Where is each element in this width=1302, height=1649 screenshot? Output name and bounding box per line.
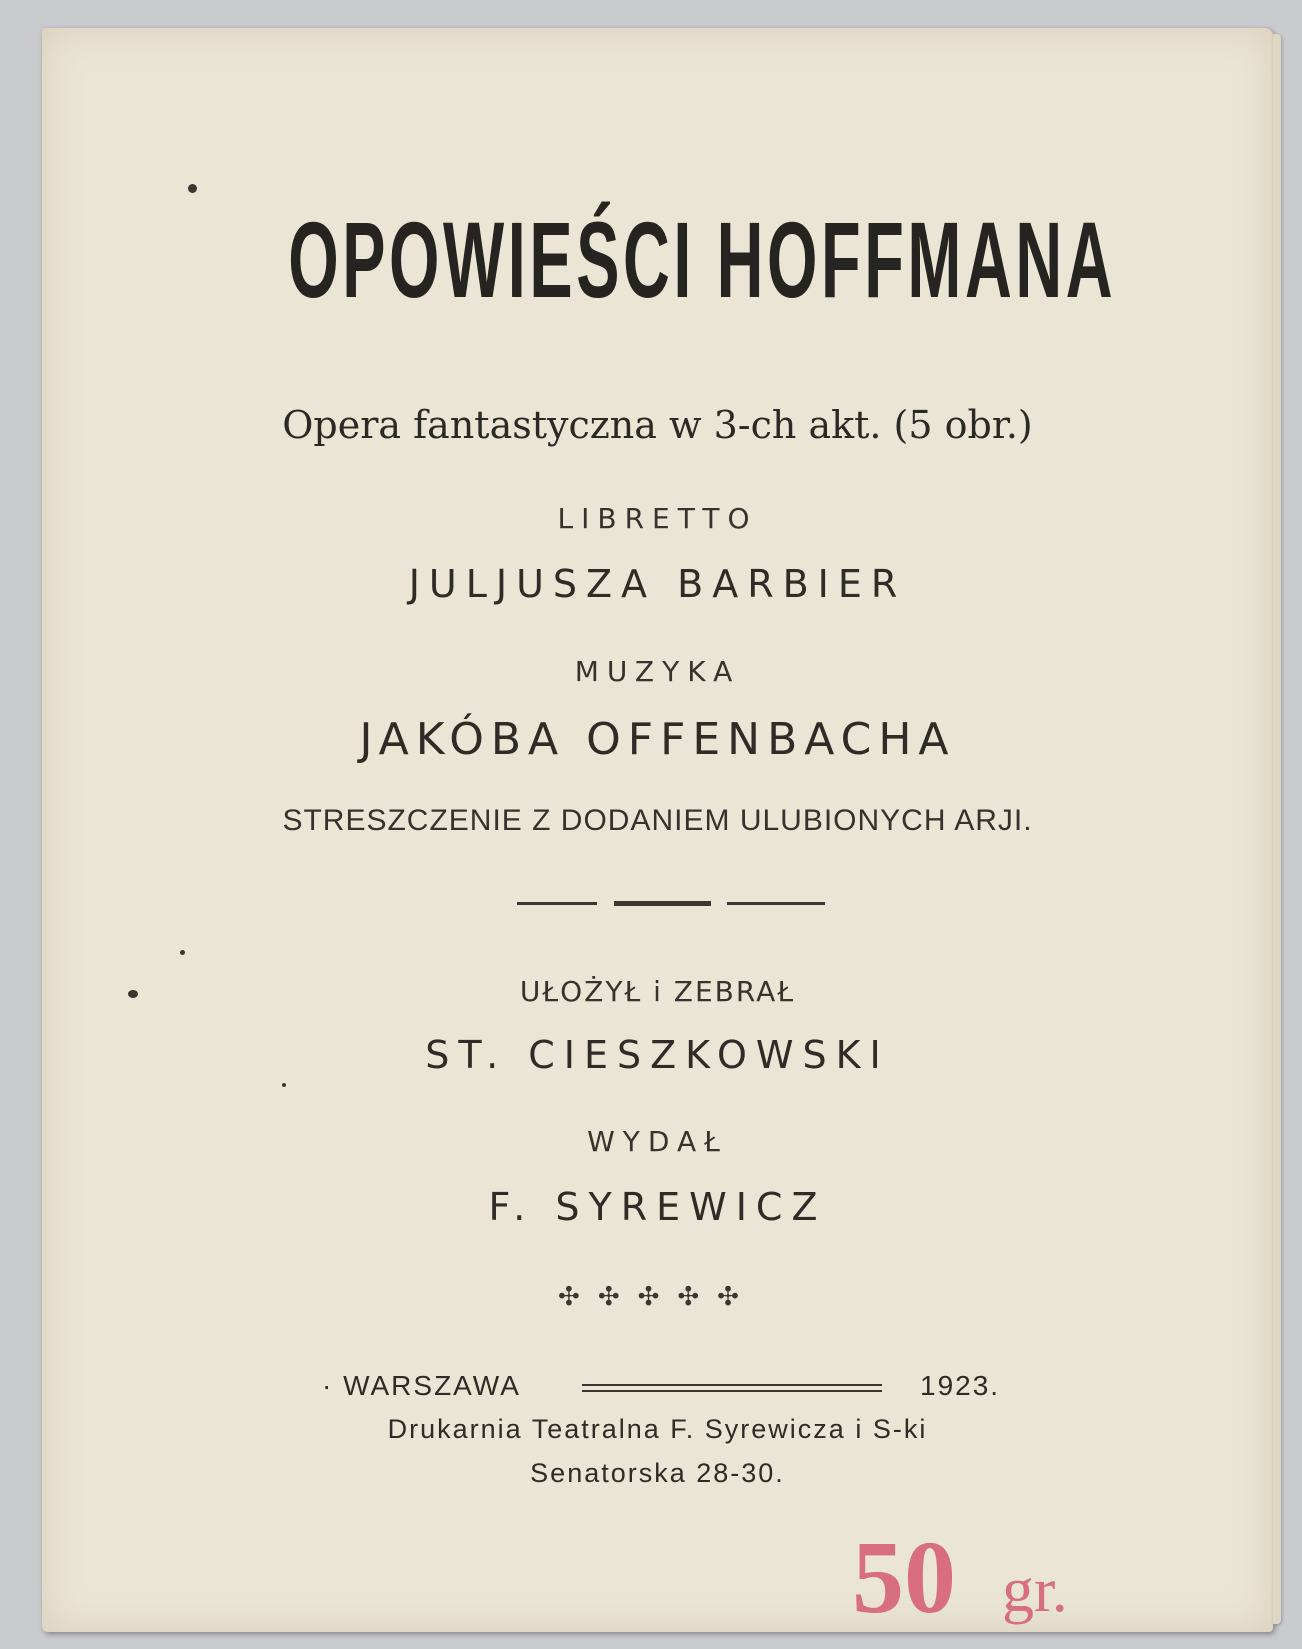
ornament-row: ✣✣✣✣✣ xyxy=(558,1282,757,1312)
ink-spot xyxy=(282,1083,286,1087)
librettist-name: JULJUSZA BARBIER xyxy=(408,562,907,606)
composer-name: JAKÓBA OFFENBACHA xyxy=(359,714,956,765)
divider-left xyxy=(517,902,597,905)
imprint-row xyxy=(42,1372,1273,1412)
booklet-title: OPOWIEŚCI HOFFMANA xyxy=(288,199,1117,320)
imprint-rule xyxy=(582,1390,882,1392)
price-stamp xyxy=(852,1520,1112,1636)
booklet-subtitle: Opera fantastyczna w 3-ch akt. (5 obr.) xyxy=(282,403,1033,447)
ink-spot xyxy=(180,950,185,955)
divider-right xyxy=(727,902,825,905)
publisher-label: WYDAŁ xyxy=(587,1125,728,1158)
ink-spot xyxy=(128,990,138,998)
imprint-city: · WARSZAWA xyxy=(322,1370,521,1401)
imprint-rule xyxy=(582,1384,882,1386)
printer-line: Drukarnia Teatralna F. Syrewicza i S-ki xyxy=(387,1414,928,1444)
price-stamp-amount: 50 xyxy=(852,1520,956,1635)
imprint-year: 1923. xyxy=(920,1370,1001,1401)
address-line: Senatorska 28-30. xyxy=(530,1458,785,1488)
booklet-cover xyxy=(42,28,1273,1635)
divider-middle xyxy=(614,901,711,906)
editor-name: ST. CIESZKOWSKI xyxy=(425,1033,890,1077)
page-edge xyxy=(1273,34,1281,1624)
arranged-label: UŁOŻYŁ i ZEBRAŁ xyxy=(519,975,796,1008)
price-stamp-unit: gr. xyxy=(1002,1554,1068,1625)
ink-spot xyxy=(188,184,197,193)
publisher-name: F. SYREWICZ xyxy=(488,1185,827,1229)
libretto-label: LIBRETTO xyxy=(557,502,758,535)
music-label: MUZYKA xyxy=(574,655,741,688)
summary-note: STRESZCZENIE Z DODANIEM ULUBIONYCH ARJI. xyxy=(282,804,1033,837)
